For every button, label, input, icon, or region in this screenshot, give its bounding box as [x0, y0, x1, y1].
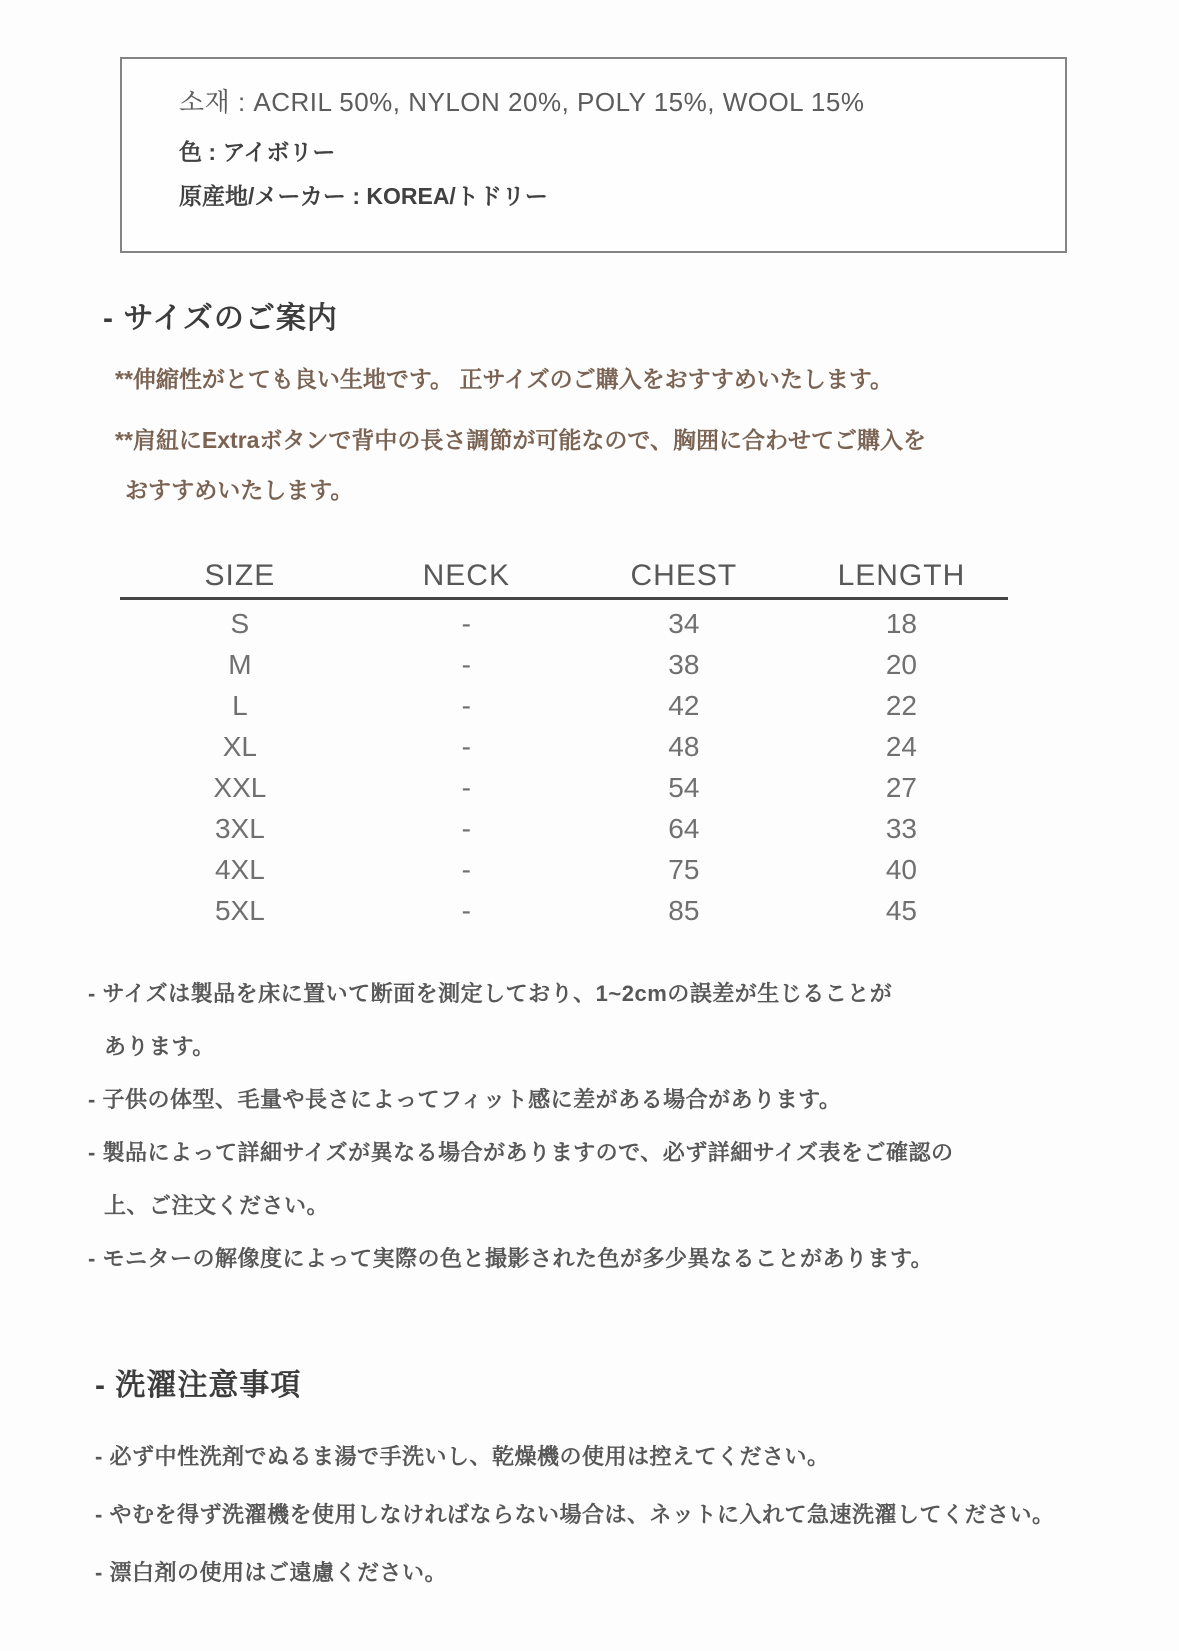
table-cell: 33: [885, 812, 917, 844]
size-table: [120, 554, 1008, 931]
table-row: [120, 808, 1008, 849]
material-line: 소재 : ACRIL 50%, NYLON 20%, POLY 15%, WOOL 15%: [179, 87, 865, 117]
table-cell: 54: [668, 771, 700, 803]
table-cell: -: [461, 853, 471, 885]
column-header: CHEST: [630, 558, 738, 592]
size-table-body: [120, 600, 1008, 931]
table-cell: 20: [885, 648, 917, 680]
wash-care-notes: [95, 1446, 1165, 1584]
product-info-box: [120, 57, 1067, 253]
table-row: [120, 849, 1008, 890]
table-cell: -: [461, 689, 471, 721]
table-cell: 75: [668, 853, 700, 885]
table-cell: -: [461, 648, 471, 680]
column-header: SIZE: [204, 558, 276, 592]
color-line: 色 : アイボリー: [179, 139, 336, 166]
table-cell: 24: [885, 730, 917, 762]
column-header: LENGTH: [837, 558, 966, 592]
size-disclaimer-notes: [88, 983, 1158, 1270]
text-line: - サイズは製品を床に置いて断面を測定しており、1~2cmの誤差が生じることが: [88, 981, 893, 1006]
table-cell: -: [461, 771, 471, 803]
text-line: **肩紐にExtraボタンで背中の長さ調節が可能なので、胸囲に合わせてご購入を: [115, 427, 926, 453]
table-cell: 42: [668, 689, 700, 721]
table-cell: XL: [222, 730, 257, 762]
table-cell: -: [461, 812, 471, 844]
column-header: NECK: [422, 558, 510, 592]
text-line: - やむを得ず洗濯機を使用しなければならない場合は、ネットに入れて急速洗濯してください。: [95, 1502, 1055, 1527]
table-cell: 64: [668, 812, 700, 844]
table-cell: -: [461, 607, 471, 639]
text-line: おすすめいたします。: [125, 477, 354, 503]
text-line: - 漂白剤の使用はご遠慮ください。: [95, 1560, 447, 1585]
table-row: [120, 767, 1008, 808]
table-row: [120, 644, 1008, 685]
table-cell: 85: [668, 894, 700, 926]
table-cell: S: [230, 607, 250, 639]
text-line: - 必ず中性洗剤でぬるま湯で手洗いし、乾燥機の使用は控えてください。: [95, 1444, 830, 1469]
table-cell: M: [228, 648, 252, 680]
table-cell: 27: [885, 771, 917, 803]
table-row: [120, 603, 1008, 644]
text-line: - モニターの解像度によって実際の色と撮影された色が多少異なることがあります。: [88, 1246, 934, 1271]
table-cell: XXL: [213, 771, 267, 803]
text-line: 上、ご注文ください。: [104, 1193, 330, 1218]
table-cell: 5XL: [214, 894, 265, 926]
table-row: [120, 726, 1008, 767]
table-row: [120, 890, 1008, 931]
table-cell: 22: [885, 689, 917, 721]
text-line: - 子供の体型、毛量や長さによってフィット感に差がある場合があります。: [88, 1087, 842, 1112]
table-cell: 4XL: [214, 853, 265, 885]
table-cell: 38: [668, 648, 700, 680]
table-cell: 40: [885, 853, 917, 885]
table-cell: L: [232, 689, 248, 721]
text-line: - 製品によって詳細サイズが異なる場合がありますので、必ず詳細サイズ表をご確認の: [88, 1140, 954, 1165]
wash-care-heading: - 洗濯注意事項: [95, 1369, 302, 1402]
origin-line: 原産地/メーカー : KOREA/トドリー: [179, 182, 548, 209]
table-cell: 18: [885, 607, 917, 639]
table-row: [120, 685, 1008, 726]
table-cell: -: [461, 894, 471, 926]
text-line: あります。: [104, 1034, 215, 1059]
text-line: **伸縮性がとても良い生地です。 正サイズのご購入をおすすめいたします。: [115, 366, 894, 392]
size-recommendation-notes: [115, 368, 1179, 502]
table-cell: 45: [885, 894, 917, 926]
size-table-header: [120, 554, 1008, 600]
size-guide-heading: - サイズのご案内: [103, 302, 338, 335]
table-cell: -: [461, 730, 471, 762]
table-cell: 3XL: [214, 812, 265, 844]
table-cell: 34: [668, 607, 700, 639]
table-cell: 48: [668, 730, 700, 762]
